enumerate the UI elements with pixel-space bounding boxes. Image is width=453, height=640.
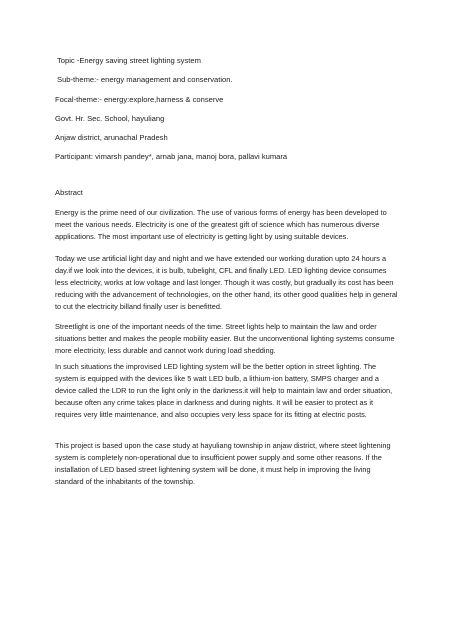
focal-theme-line: Focal-theme:- energy:explore,harness & conserve xyxy=(55,95,224,104)
abstract-paragraph-4: In such situations the improvised LED lighting system will be the better option in street lighting. The system is equipped with the devices like 5 watt LED bulb, a lithium-ion battery, SMPS charger and a device called the LDR to run the light only in the darkness.it will help to maintain law and order situation, because often any crime takes place in darkness and during nights. It will be easier to protect as it requires very little maintenance, and also occupies very less space for its fitting at electric posts. xyxy=(55,362,393,420)
school-line: Govt. Hr. Sec. School, hayuliang xyxy=(55,114,165,123)
participants-line: Participant: vimarsh pandey*, arnab jana, manoj bora, pallavi kumara xyxy=(55,152,288,161)
abstract-paragraph-3: Streetlight is one of the important needs of the time. Street lights help to maintain the law and order situations better and makes the people mobility easier. But the unconventional lighting systems consume more electricity, less durable and cannot work during load shedding. xyxy=(55,322,395,356)
abstract-paragraph-5: This project is based upon the case study at hayuliang township in anjaw district, where steet lightening system is completely non-operational due to insufficient power supply and some other reasons. If the installation of LED based street lightening system will be done, it must help in improving the living standard of the inhabitants of the township. xyxy=(55,441,391,487)
abstract-paragraph-1: Energy is the prime need of our civilization. The use of various forms of energy has been developed to meet the various needs. Electricity is one of the greatest gift of science which has numerous diverse applications. The most important use of electricity is getting light by using suitable devices. xyxy=(55,208,387,242)
location-line: Anjaw district, arunachal Pradesh xyxy=(55,133,168,142)
topic-line: Topic -Energy saving street lighting system xyxy=(57,56,201,65)
sub-theme-line: Sub-theme:- energy management and conservation. xyxy=(57,75,233,84)
abstract-paragraph-2: Today we use artificial light day and night and we have extended our working duration upto 24 hours a day.if we look into the devices, it is bulb, tubelight, CFL and finally LED. LED lighting device consumes less electricity, works at low voltage and last longer. Though it was costly, but gradually its cost has been reducing with the advancement of technologies, on the other hand, its other good qualities help in general to cut the electricity billand finally user is benefitted. xyxy=(55,254,398,312)
abstract-heading: Abstract xyxy=(55,188,83,197)
